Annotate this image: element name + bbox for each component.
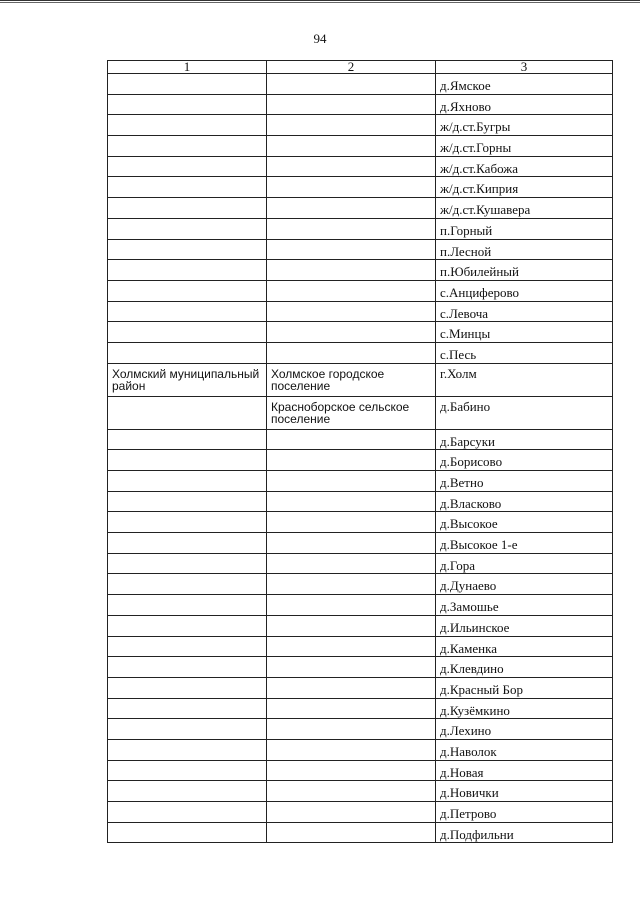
settlement-cell (267, 156, 436, 177)
district-cell (108, 342, 267, 363)
district-cell (108, 74, 267, 95)
district-cell (108, 218, 267, 239)
settlement-cell (267, 574, 436, 595)
district-cell (108, 615, 267, 636)
table-row (108, 471, 613, 492)
table-row (108, 533, 613, 554)
table-row (108, 396, 613, 429)
locality-cell: д.Замошье (436, 595, 613, 616)
locality-cell: д.Борисово (436, 450, 613, 471)
page-number: 94 (313, 31, 327, 46)
district-cell (108, 553, 267, 574)
table-row (108, 595, 613, 616)
locality-cell: ж/д.ст.Кабожа (436, 156, 613, 177)
table-row (108, 239, 613, 260)
settlement-cell (267, 322, 436, 343)
locality-cell: д.Ильинское (436, 615, 613, 636)
table-row (108, 280, 613, 301)
table-row (108, 739, 613, 760)
district-cell (108, 739, 267, 760)
district-cell (108, 781, 267, 802)
locality-cell: д.Кузёмкино (436, 698, 613, 719)
locality-cell: д.Петрово (436, 802, 613, 823)
table-row (108, 301, 613, 322)
locality-cell: д.Барсуки (436, 429, 613, 450)
column-header-3: 3 (436, 61, 613, 74)
locality-cell: с.Анциферово (436, 280, 613, 301)
district-cell (108, 512, 267, 533)
settlement-cell (267, 260, 436, 281)
district-cell (108, 719, 267, 740)
table-row (108, 450, 613, 471)
district-cell (108, 322, 267, 343)
settlement-cell (267, 781, 436, 802)
settlement-cell (267, 595, 436, 616)
table-header (108, 61, 613, 74)
table-row (108, 260, 613, 281)
header-row (108, 61, 613, 74)
district-cell (108, 198, 267, 219)
locality-cell: д.Клевдино (436, 657, 613, 678)
settlement-cell (267, 615, 436, 636)
table-row (108, 429, 613, 450)
table-row (108, 363, 613, 396)
district-cell (108, 260, 267, 281)
settlement-cell (267, 280, 436, 301)
table-row (108, 657, 613, 678)
settlement-cell (267, 301, 436, 322)
settlement-cell (267, 739, 436, 760)
settlement-cell (267, 636, 436, 657)
page-top-rule (0, 0, 640, 3)
locality-cell: д.Каменка (436, 636, 613, 657)
settlement-cell (267, 553, 436, 574)
district-cell (108, 239, 267, 260)
table-body (108, 74, 613, 843)
table-row (108, 74, 613, 95)
settlement-cell: Красноборское сельское поселение (267, 396, 436, 429)
settlement-cell (267, 239, 436, 260)
locality-cell: д.Наволок (436, 739, 613, 760)
settlement-cell (267, 218, 436, 239)
table-row (108, 491, 613, 512)
locality-cell: д.Бабино (436, 396, 613, 429)
district-cell: Холмский муниципальный район (108, 363, 267, 396)
settlement-cell (267, 802, 436, 823)
table-row (108, 322, 613, 343)
settlement-cell (267, 429, 436, 450)
table-row (108, 136, 613, 157)
settlement-cell (267, 450, 436, 471)
locality-cell: г.Холм (436, 363, 613, 396)
settlement-cell (267, 822, 436, 843)
district-cell (108, 491, 267, 512)
table-row (108, 218, 613, 239)
settlement-cell: Холмское городское поселение (267, 363, 436, 396)
locality-cell: ж/д.ст.Киприя (436, 177, 613, 198)
settlement-cell (267, 698, 436, 719)
district-cell (108, 822, 267, 843)
settlement-cell (267, 471, 436, 492)
column-header-2: 2 (267, 61, 436, 74)
district-cell (108, 677, 267, 698)
table-row (108, 802, 613, 823)
district-cell (108, 156, 267, 177)
table-row (108, 698, 613, 719)
district-cell (108, 657, 267, 678)
district-cell (108, 760, 267, 781)
district-cell (108, 301, 267, 322)
district-cell (108, 115, 267, 136)
column-header-1: 1 (108, 61, 267, 74)
table-row (108, 553, 613, 574)
settlement-cell (267, 94, 436, 115)
table-row (108, 719, 613, 740)
locality-cell: д.Новая (436, 760, 613, 781)
locality-cell: д.Подфильни (436, 822, 613, 843)
district-cell (108, 94, 267, 115)
table-row (108, 94, 613, 115)
district-cell (108, 280, 267, 301)
table-row (108, 781, 613, 802)
settlement-cell (267, 136, 436, 157)
table-row (108, 512, 613, 533)
table-row (108, 115, 613, 136)
table-row (108, 198, 613, 219)
table-row (108, 177, 613, 198)
table-row (108, 342, 613, 363)
settlement-cell (267, 533, 436, 554)
locality-cell: д.Красный Бор (436, 677, 613, 698)
settlement-cell (267, 677, 436, 698)
settlement-cell (267, 198, 436, 219)
locality-cell: с.Левоча (436, 301, 613, 322)
locality-cell: с.Минцы (436, 322, 613, 343)
table-row (108, 760, 613, 781)
district-cell (108, 177, 267, 198)
locality-cell: п.Юбилейный (436, 260, 613, 281)
locality-cell: д.Гора (436, 553, 613, 574)
settlement-cell (267, 719, 436, 740)
table-row (108, 156, 613, 177)
table-row (108, 636, 613, 657)
district-cell (108, 802, 267, 823)
settlements-table (107, 60, 613, 843)
district-cell (108, 636, 267, 657)
district-cell (108, 450, 267, 471)
district-cell (108, 471, 267, 492)
settlement-cell (267, 74, 436, 95)
settlement-cell (267, 342, 436, 363)
locality-cell: ж/д.ст.Горны (436, 136, 613, 157)
district-cell (108, 698, 267, 719)
locality-cell: д.Высокое 1-е (436, 533, 613, 554)
locality-cell: с.Песь (436, 342, 613, 363)
locality-cell: д.Власково (436, 491, 613, 512)
table-row (108, 822, 613, 843)
locality-cell: д.Дунаево (436, 574, 613, 595)
locality-cell: п.Лесной (436, 239, 613, 260)
locality-cell: д.Новички (436, 781, 613, 802)
settlement-cell (267, 115, 436, 136)
district-cell (108, 429, 267, 450)
settlement-cell (267, 491, 436, 512)
locality-cell: д.Яхново (436, 94, 613, 115)
district-cell (108, 533, 267, 554)
table-row (108, 677, 613, 698)
district-cell (108, 574, 267, 595)
table-row (108, 574, 613, 595)
district-cell (108, 396, 267, 429)
settlement-cell (267, 512, 436, 533)
district-cell (108, 136, 267, 157)
locality-cell: д.Ямское (436, 74, 613, 95)
settlement-cell (267, 760, 436, 781)
locality-cell: ж/д.ст.Кушавера (436, 198, 613, 219)
locality-cell: д.Лехино (436, 719, 613, 740)
district-cell (108, 595, 267, 616)
settlement-cell (267, 177, 436, 198)
settlement-cell (267, 657, 436, 678)
locality-cell: д.Ветно (436, 471, 613, 492)
table-row (108, 615, 613, 636)
locality-cell: д.Высокое (436, 512, 613, 533)
locality-cell: ж/д.ст.Бугры (436, 115, 613, 136)
locality-cell: п.Горный (436, 218, 613, 239)
